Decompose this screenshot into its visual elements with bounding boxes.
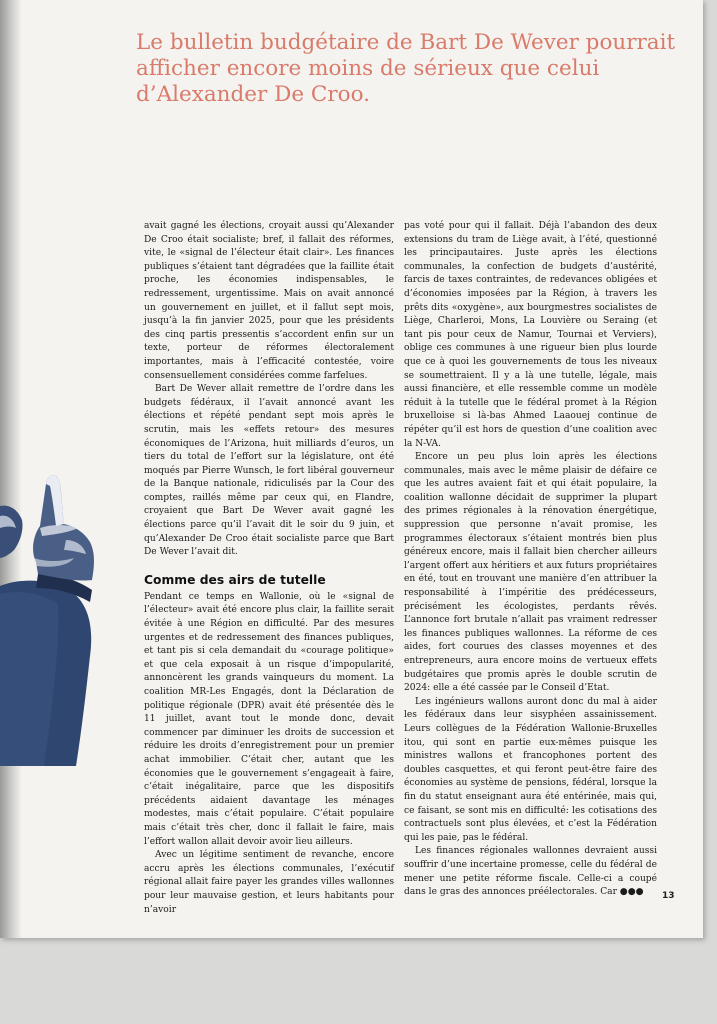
page-number: 13	[662, 891, 675, 901]
paragraph: pas voté pour qui il fallait. Déjà l’abandon des deux extensions du tram de Liège avait, à l’été, questionné les principautaires. Juste après les élections communales, la confection de budgets d’austérité, farcis de taxes contraintes, de redevances obligées et d’économies imposées par la Région, à travers les prêts dits «oxygène», aux bourgmestres socialistes de Liège, Charleroi, Mons, La Louvière ou Seraing (et tant pis pour ceux de Namur, Tournai et Verviers), oblige ces communes à une rigueur bien plus lourde que ce à quoi les gouvernements de tous les niveaux se soumettraient. Il y a là une tutelle, légale, mais aussi financière, et elle ressemble comme un modèle réduit à la tutelle que le fédéral promet à la Région bruxelloise si là-bas Ahmed Laaouej continue de répéter qu’il est hors de question d’une coalition avec la N-VA.	[404, 221, 657, 449]
paragraph: Encore un peu plus loin après les élections communales, mais avec le même plaisir de défaire ce que les autres avaient fait et qui était populaire, la coalition wallonne décidait de supprimer la plupart des primes régionales à la rénovation énergétique, suppression que personne n’avait promise, les programmes électoraux s’étaient montrés bien plus généreux encore, mais il fallait bien chercher ailleurs l’argent offert aux héritiers et aux futurs propriétaires en été, tout en trouvant une manière d’en attribuer la responsabilité à l’impéritie des prédécesseurs, précisément les écologistes, perdants rêvés. L’annonce fort brutale n’allait pas vraiment redresser les finances publiques wallonnes. La réforme de ces aides, fort courues des classes moyennes et des entrepreneurs, aura encore moins de vertueux effets budgétaires que promis après le double scrutin de 2024: elle a été cassée par le Conseil d’Etat.	[404, 452, 657, 694]
paragraph: Pendant ce temps en Wallonie, où le «signal de l’électeur» avait été encore plus clair, la faillite serait évitée à une Région en difficulté. Par des mesures urgentes et de redressement des finances publiques, et tant pis si cela demandait du «courage politique» et que cela exposait à un risque d’impopularité, annoncèrent les grands vainqueurs du moment. La coalition MR-Les Engagés, dont la Déclaration de politique régionale (DPR) avait été présentée dès le 11 juillet, avant tout le monde donc, devait commencer par diminuer les droits de succession et réduire les droits d’enregistrement pour un premier achat immobilier. C’était cher, autant que les économies que le gouvernement s’engageait à faire, c’était inégalitaire, parce que les dispositifs précédents aidaient davantage les ménages modestes, mais c’était populaire. C’était populaire mais c’était très cher, donc il fallait le faire, mais l’effort wallon allait devoir avoir lieu ailleurs.	[144, 591, 394, 847]
paragraph: avait gagné les élections, croyait aussi qu’Alexander De Croo était socialiste; bref, il fallait des réformes, vite, le «signal de l’électeur était clair». Les finances publiques s’étaient tant dégradées que la faillite était proche, les économies indispensables, le redressement, urgentissime. Mais on avait annoncé un gouvernement en juillet, et il fallut sept mois, jusqu’à la fin janvier 2025, pour que les présidents des cinq partis pressentis s’accordent enfin sur un texte, porteur de réformes électoralement importantes, mais à l’efficacité contestée, voire consensuellement considérées comme farfelues.	[144, 221, 394, 381]
pointing-hand-illustration	[0, 466, 140, 766]
article-column-right	[404, 220, 657, 900]
paragraph: Avec un légitime sentiment de revanche, encore accru après les élections communales, l’exécutif régional allait faire payer les grandes villes wallonnes pour leur mauvaise gestion, et leurs habitants pour n’avoir	[144, 850, 394, 915]
paragraph: Les ingénieurs wallons auront donc du mal à aider les fédéraux dans leur sisyphéen assainissement. Leurs collègues de la Fédération Wallonie-Bruxelles itou, qui sont en partie eux-mêmes puisque les ministres wallons et francophones portent des doubles casquettes, et qui feront peut-être faire des économies au système de pensions, fédéral, lorsque la fin du statut enseignant aura été entérinée, mais qui, ce faisant, se sont mis en difficulté: les cotisations des contractuels sont plus élevées, et c’est la Fédération qui les paie, pas le fédéral.	[404, 696, 657, 843]
article-column-left	[144, 220, 394, 917]
headline-quote: Le bulletin budgétaire de Bart De Wever pourrait afficher encore moins de sérieux que celui d’Alexander De Croo.	[136, 30, 676, 107]
paragraph: Les finances régionales wallonnes devraient aussi souffrir d’une incertaine promesse, celle du fédéral de mener une petite réforme fiscale. Celle-ci a coupé dans le gras des annonces préélectorales. Car ●●●	[404, 846, 657, 898]
section-subheading: Comme des airs de tutelle	[144, 572, 326, 587]
paragraph: Bart De Wever allait remettre de l’ordre dans les budgets fédéraux, il l’avait annoncé avant les élections et répété pendant sept mois après le scrutin, mais les «effets retour» des mesures économiques de l’Arizona, huit milliards d’euros, un tiers du total de l’effort sur la législature, ont été moqués par Pierre Wunsch, le fort libéral gouverneur de la Banque nationale, ridiculisés par la Cour des comptes, raillés même par ceux qui, en Flandre, croyaient que Bart De Wever avait gagné les élections parce qu’il l’avait dit le soir du 9 juin, et qu’Alexander De Croo était socialiste parce que Bart De Wever l’avait dit.	[144, 384, 394, 558]
